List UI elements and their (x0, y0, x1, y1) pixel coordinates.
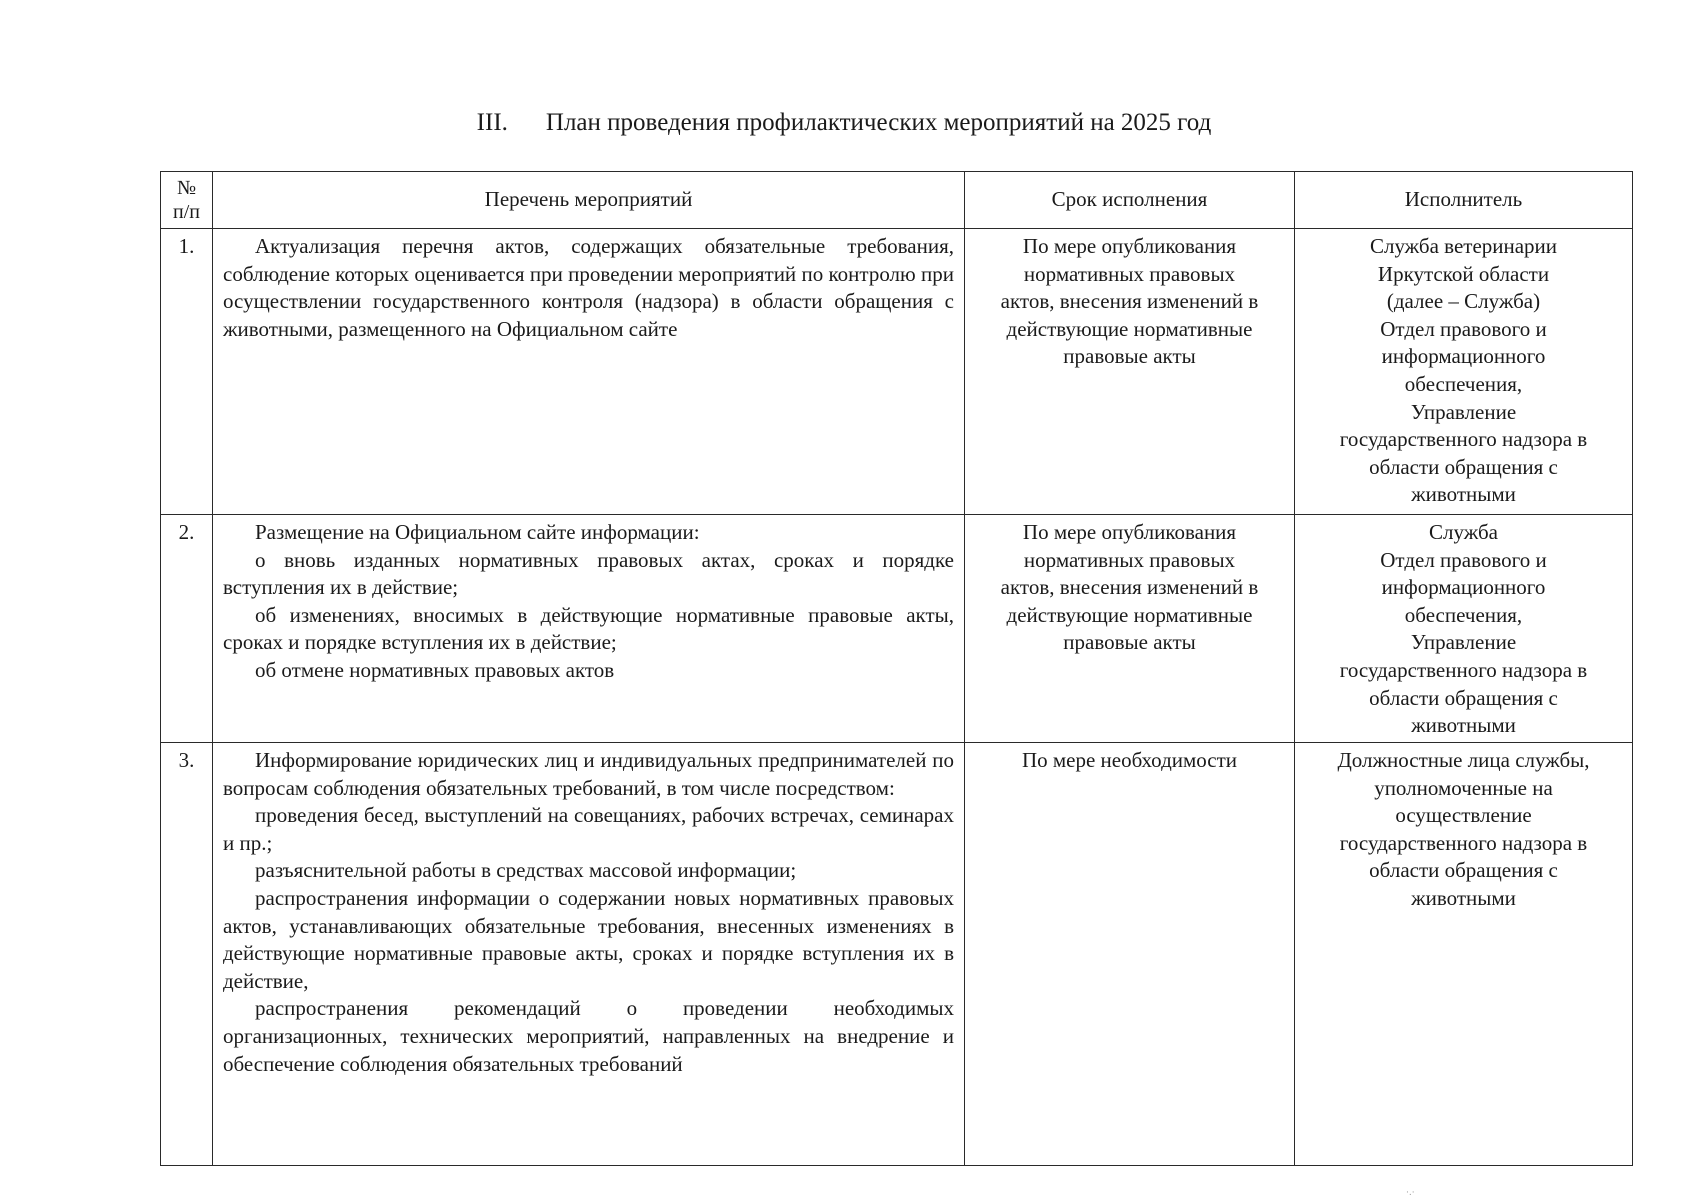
deadline-cell (965, 743, 1295, 1166)
activity-paragraph: проведения бесед, выступлений на совещаниях, рабочих встречах, семинарах и пр.; (223, 803, 954, 855)
deadline-line: актов, внесения изменений в (1000, 289, 1259, 314)
activity-paragraph: распространения рекомендаций о проведении необходимых организационных, технических мероприятий, направленных на внедрение и обеспечение соблюдения обязательных требований (223, 996, 954, 1076)
activity-cell (213, 743, 965, 1166)
activity-paragraph: распространения информации о содержании новых нормативных правовых актов, устанавливающих обязательные требования, внесенных изменениях в действующие нормативные правовые акты, сроках и порядке вступления их в действие, (223, 885, 954, 993)
deadline-line: нормативных правовых (1023, 261, 1236, 286)
executor-cell (1295, 743, 1633, 1166)
executor-line: обеспечения, (1404, 371, 1523, 396)
activity-paragraph: Актуализация перечня актов, содержащих обязательные требования, соблюдение которых оценивается при проведении мероприятий по контролю при осуществлении государственного контроля (надзора) в области обращения с животными, размещенного на Официальном сайте (223, 234, 954, 341)
section-numeral: III. (476, 109, 508, 136)
executor-line: области обращения с (1369, 454, 1558, 479)
deadline-line: правовые акты (1063, 630, 1196, 655)
activity-paragraph: Информирование юридических лиц и индивидуальных предпринимателей по вопросам соблюдения обязательных требований, в том числе посредством: (223, 748, 954, 800)
header-num-line2: п/п (173, 201, 200, 223)
executor-line: государственного надзора в (1339, 427, 1588, 452)
header-num (161, 172, 213, 229)
deadline-line: актов, внесения изменений в (1000, 575, 1259, 600)
executor-line: животными (1411, 713, 1516, 738)
activity-paragraph: Размещение на Официальном сайте информации: (255, 520, 700, 544)
executor-line: Управление (1410, 399, 1517, 424)
executor-line: животными (1411, 885, 1516, 910)
executor-line: (далее – Служба) (1386, 289, 1541, 314)
executor-line: государственного надзора в (1339, 830, 1588, 855)
executor-line: области обращения с (1369, 685, 1558, 710)
executor-line: Отдел правового и (1380, 316, 1547, 341)
header-executor: Исполнитель (1295, 172, 1633, 229)
activity-paragraph: о вновь изданных нормативных правовых актах, сроках и порядке вступления их в действие; (223, 547, 954, 600)
executor-line: Служба ветеринарии (1369, 234, 1558, 258)
table-row (161, 515, 1633, 743)
executor-line: осуществление (1395, 803, 1532, 828)
deadline-line: действующие нормативные (1006, 602, 1253, 627)
executor-cell (1295, 229, 1633, 515)
executor-line: обеспечения, (1404, 602, 1523, 627)
executor-line: Иркутской области (1377, 261, 1550, 286)
table-header-row (161, 172, 1633, 229)
executor-line: государственного надзора в (1339, 657, 1588, 682)
section-title: План проведения профилактических мероприятий на 2025 год (545, 109, 1212, 136)
executor-line: Управление (1410, 630, 1517, 655)
deadline-line: По мере опубликования (1022, 520, 1237, 544)
activity-cell (213, 515, 965, 743)
deadline-cell (965, 515, 1295, 743)
header-activity: Перечень мероприятий (213, 172, 965, 229)
activity-paragraph: об отмене нормативных правовых актов (255, 657, 615, 682)
header-num-line1: № (176, 177, 197, 199)
page-title (0, 107, 1688, 139)
executor-cell (1295, 515, 1633, 743)
table-row (161, 229, 1633, 515)
activity-paragraph: разъяснительной работы в средствах массовой информации; (255, 858, 797, 883)
executor-line: Должностные лица службы, (1337, 748, 1590, 772)
executor-line: информационного (1381, 575, 1546, 600)
deadline-line: нормативных правовых (1023, 547, 1236, 572)
executor-line: уполномоченные на (1374, 775, 1553, 800)
row-number: 3. (161, 743, 213, 1166)
deadline-line: правовые акты (1063, 344, 1196, 369)
executor-line: Служба (1429, 520, 1498, 544)
deadline-line: По мере опубликования (1022, 234, 1237, 258)
executor-line: области обращения с (1369, 858, 1558, 883)
deadline-cell (965, 229, 1295, 515)
plan-table (160, 171, 1633, 1166)
row-number: 1. (161, 229, 213, 515)
activity-cell (213, 229, 965, 515)
executor-line: животными (1411, 482, 1516, 507)
header-deadline: Срок исполнения (965, 172, 1295, 229)
executor-line: Отдел правового и (1380, 547, 1547, 572)
deadline-line: действующие нормативные (1006, 316, 1253, 341)
activity-paragraph: об изменениях, вносимых в действующие нормативные правовые акты, сроках и порядке вступления их в действие; (223, 602, 954, 655)
row-number: 2. (161, 515, 213, 743)
executor-line: информационного (1381, 344, 1546, 369)
scan-artifact: ·.· (1406, 1188, 1415, 1198)
table-row (161, 743, 1633, 1166)
deadline-line: По мере необходимости (1021, 748, 1238, 772)
